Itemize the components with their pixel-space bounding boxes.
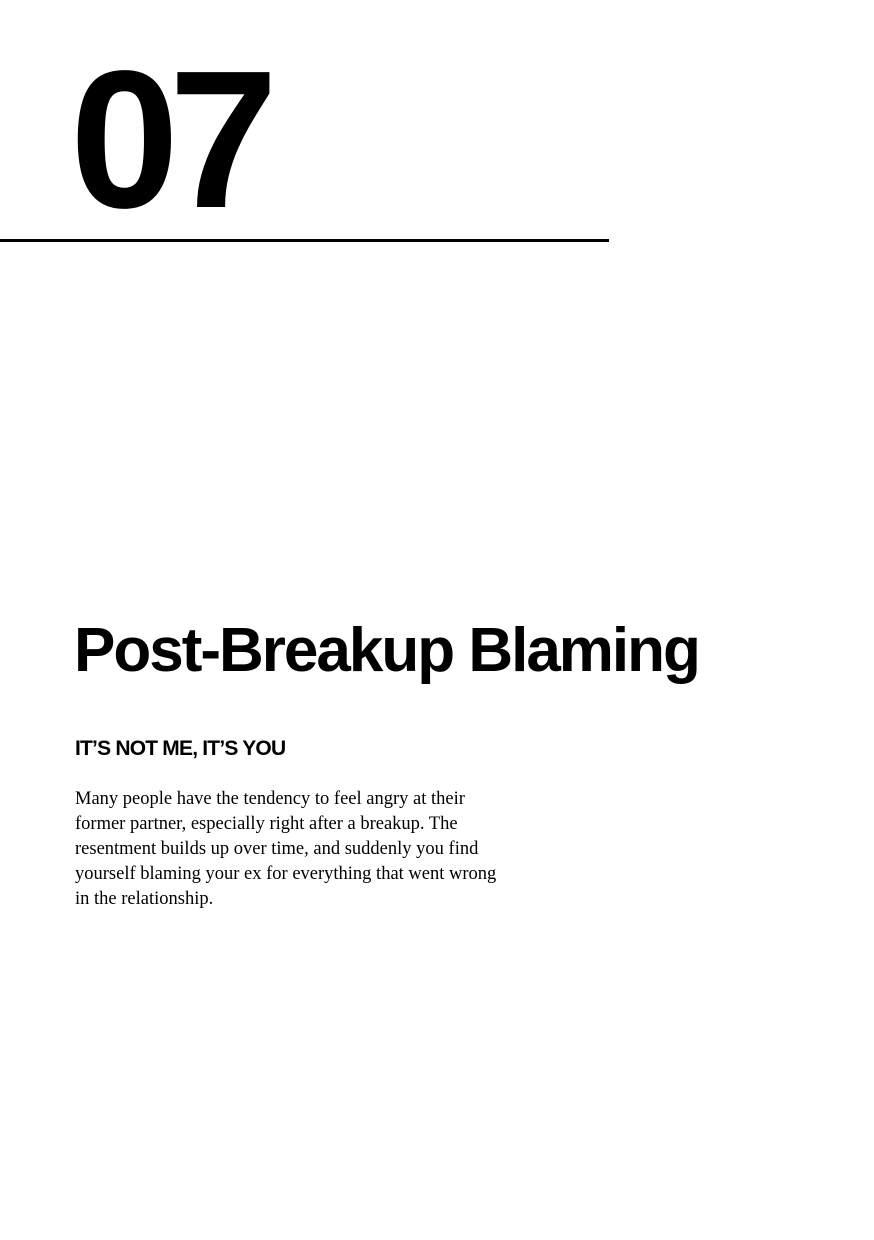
chapter-title: Post-Breakup Blaming: [74, 616, 699, 685]
body-line: in the relationship.: [75, 889, 214, 909]
body-line: Many people have the tendency to feel angry at their: [75, 789, 465, 809]
body-line: former partner, especially right after a breakup. The: [75, 814, 458, 834]
chapter-number: 07: [70, 30, 269, 249]
chapter-subtitle: IT’S NOT ME, IT’S YOU: [75, 737, 286, 760]
body-paragraph: [75, 787, 595, 912]
chapter-divider: [0, 239, 609, 242]
body-line: resentment builds up over time, and suddenly you find: [75, 839, 479, 859]
body-line: yourself blaming your ex for everything that went wrong: [75, 864, 497, 884]
